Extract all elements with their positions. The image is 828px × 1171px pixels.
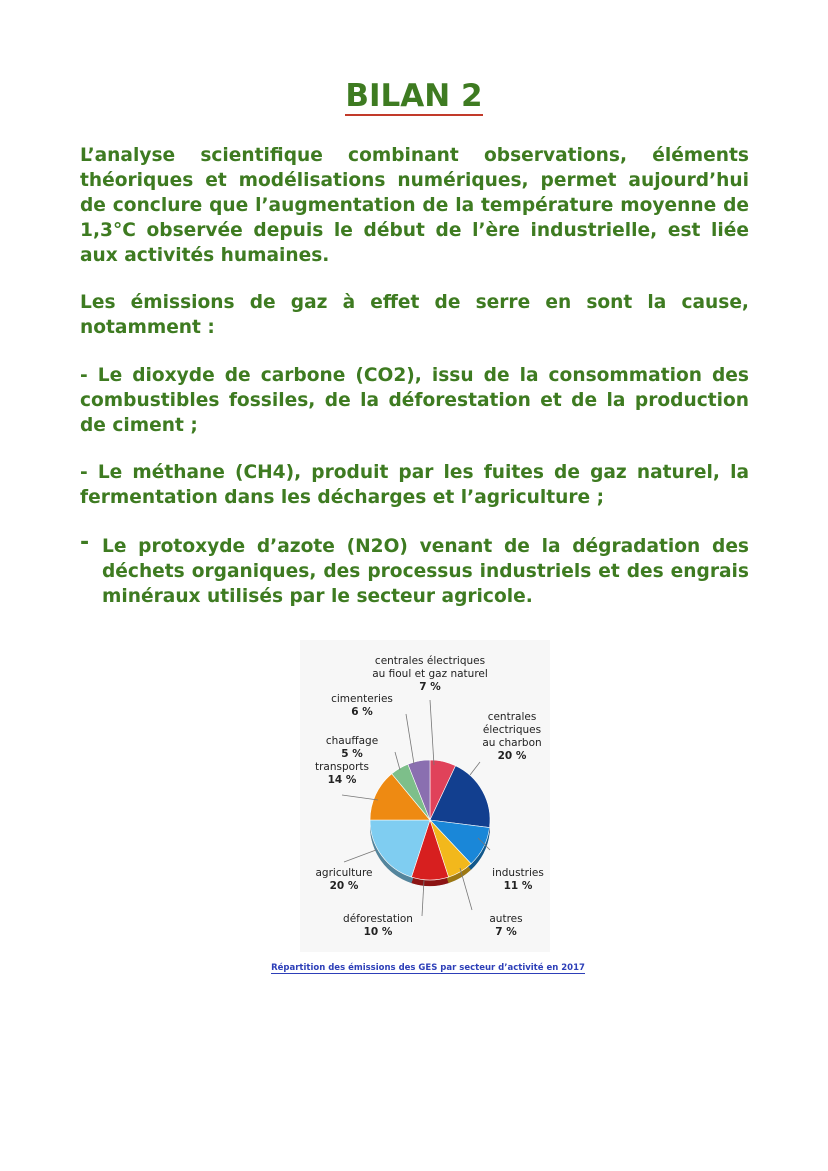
slice-label: au fioul et gaz naturel	[372, 668, 488, 680]
title-text: BILAN 2	[345, 78, 483, 114]
slice-label: centrales électriques	[374, 655, 486, 667]
paragraph-intro: L’analyse scientifique combinant observations, éléments théoriques et modélisations numériques, permet aujourd’hui de conclure que l’augmentation de la température moyenne de 1,3°C observée depuis le début de l’ère industrielle, est liée aux activités humaines.	[80, 145, 749, 266]
leader-line	[406, 714, 414, 764]
bullet-co2: - Le dioxyde de carbone (CO2), issu de la consommation des combustibles fossiles, de la déforestation et de la production de ciment ;	[80, 365, 749, 436]
leader-line	[395, 752, 400, 770]
slice-value-label: 10 %	[363, 926, 393, 938]
slice-value-label: 7 %	[495, 926, 517, 938]
page-title	[0, 78, 828, 114]
slice-label: autres	[489, 913, 523, 925]
chart-caption	[0, 963, 828, 973]
slice-label: au charbon	[482, 737, 542, 749]
slice-value-label: 11 %	[503, 880, 533, 892]
slice-value-label: 6 %	[351, 706, 373, 718]
slice-label: chauffage	[325, 735, 379, 747]
leader-line	[342, 795, 378, 800]
slice-value-label: 7 %	[419, 681, 441, 693]
slice-label: agriculture	[315, 867, 373, 879]
bullet-dash-n2o: -	[80, 530, 90, 555]
pie-chart	[300, 640, 550, 952]
slice-label: transports	[315, 761, 369, 773]
slice-value-label: 5 %	[341, 748, 363, 760]
paragraph-causes: Les émissions de gaz à effet de serre en sont la cause, notamment :	[80, 292, 749, 338]
slice-label: électriques	[482, 724, 542, 736]
slice-label: déforestation	[343, 913, 413, 925]
slice-value-label: 14 %	[327, 774, 357, 786]
slice-value-label: 20 %	[329, 880, 359, 892]
leader-line	[470, 762, 480, 775]
slice-label: centrales	[487, 711, 537, 723]
leader-line	[344, 850, 376, 862]
bullet-ch4: - Le méthane (CH4), produit par les fuites de gaz naturel, la fermentation dans les décharges et l’agriculture ;	[80, 462, 749, 508]
slice-value-label: 20 %	[497, 750, 527, 762]
chart-caption-text: Répartition des émissions des GES par secteur d’activité en 2017	[271, 963, 585, 973]
leader-line	[430, 700, 434, 765]
leader-line	[460, 868, 472, 910]
bullet-n2o: Le protoxyde d’azote (N2O) venant de la dégradation des déchets organiques, des processus industriels et des engrais minéraux utilisés par le secteur agricole.	[102, 536, 749, 607]
slice-label: cimenteries	[331, 693, 393, 705]
slice-label: industries	[492, 867, 544, 879]
